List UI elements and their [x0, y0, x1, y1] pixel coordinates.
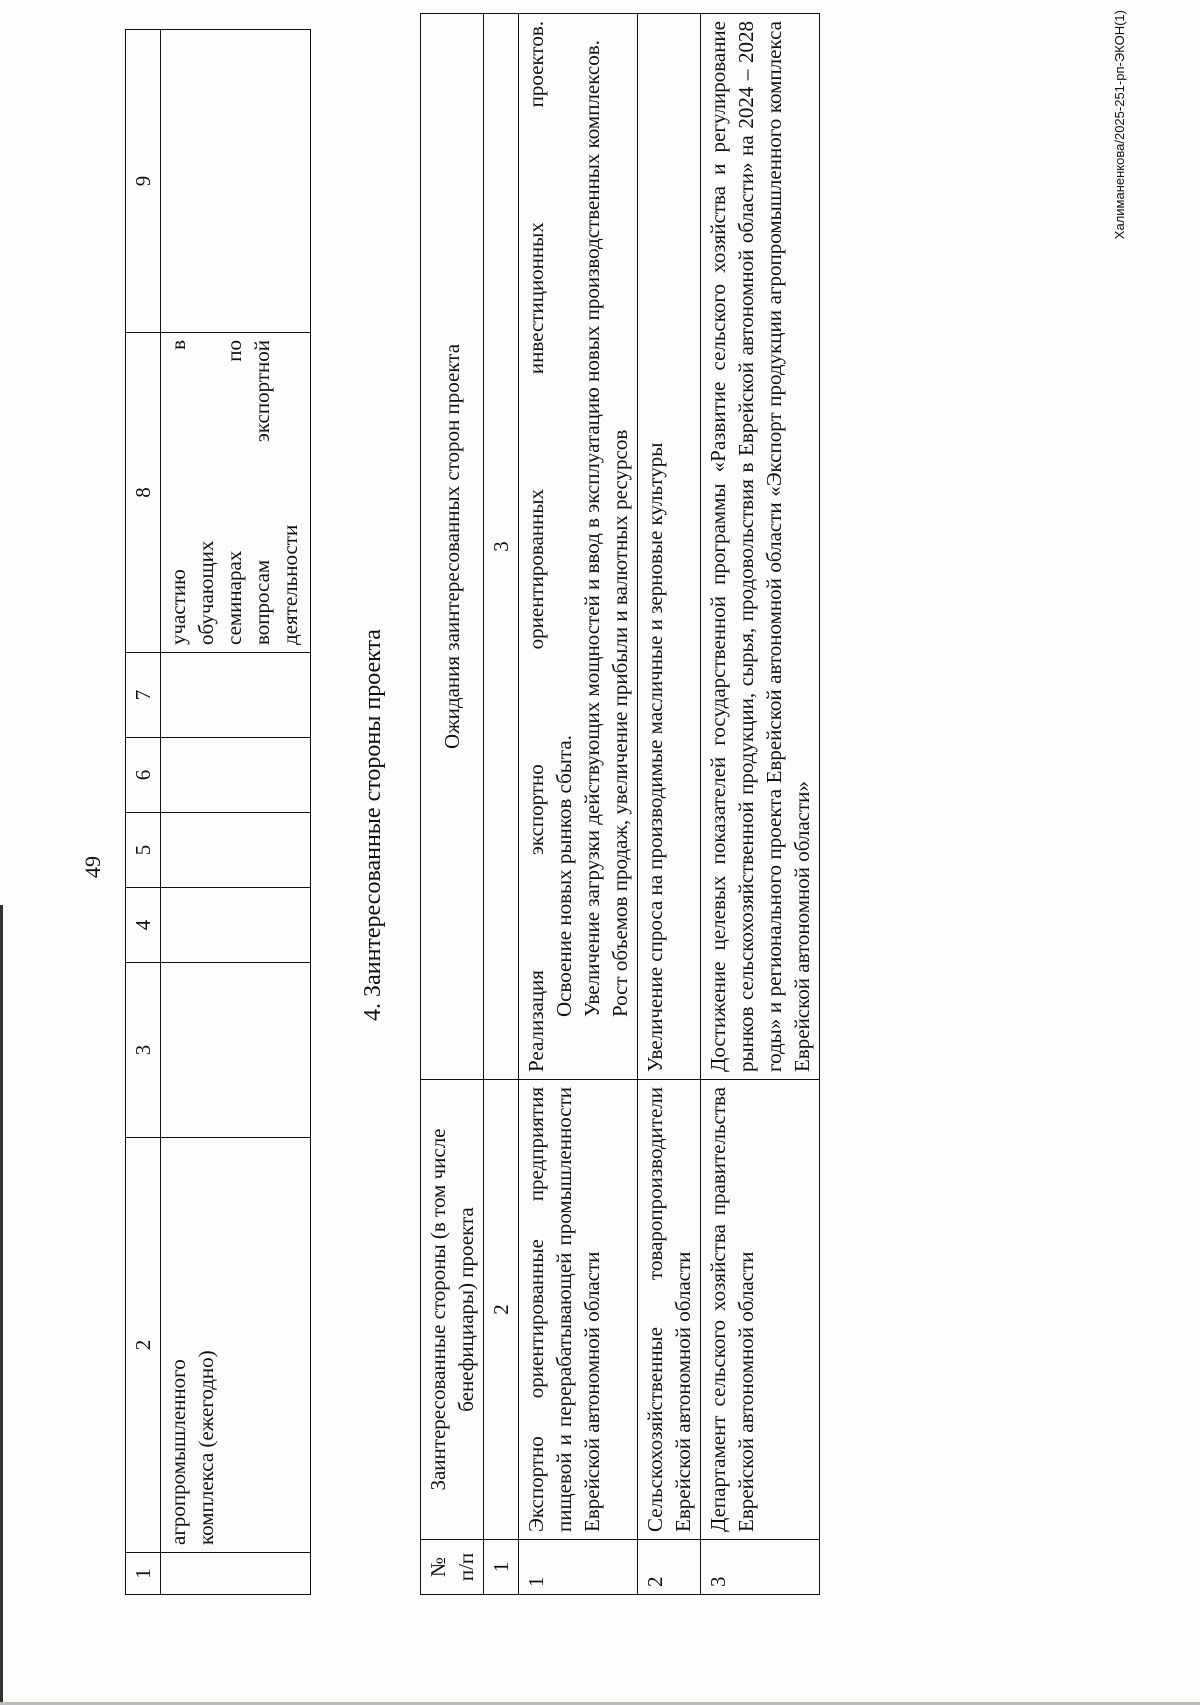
expectation-item: Освоение новых рынков сбыта. — [552, 735, 576, 1017]
stakeholder-cell: Департамент сельского хозяйства правительства Еврейской автономной области — [701, 1080, 820, 1540]
col-number-1: 1 — [126, 1553, 161, 1595]
table-cell — [161, 653, 311, 738]
table-row — [519, 14, 638, 1595]
row-number: 1 — [519, 1540, 638, 1595]
col-number-5: 5 — [126, 813, 161, 888]
expectation-item: Достижение целевых показателей государственной программы «Развитие сельского хозяйства и регулирование рынков сельскохозяйственной продукции, сырья, продовольствия в Еврейской автономной области» на 2024 – 2028 годы» и регионального проекта Еврейской автономной области «Экспорт продукции агропромышленного комплекса Еврейской автономной области» — [706, 21, 814, 1072]
expectations-cell — [638, 14, 701, 1080]
document-code-footer: Халиманенкова/2025-251-рп-ЭКОН(1) — [1112, 10, 1127, 240]
cell-text-line: обучающих — [194, 540, 218, 645]
table-cell — [161, 963, 311, 1138]
cell-text-line: комплекса (ежегодно) — [194, 1350, 218, 1545]
table-row — [638, 14, 701, 1595]
cell-text-line: вопросам экспортной — [250, 340, 274, 645]
col-number-9: 9 — [126, 30, 161, 333]
table-cell — [161, 333, 311, 653]
col-number-2: 2 — [484, 1080, 519, 1540]
col-number-3: 3 — [126, 963, 161, 1138]
cell-text-line: деятельности — [278, 524, 302, 645]
expectation-item: Увеличение спроса на производимые масличные и зерновые культуры — [643, 442, 667, 1072]
header-stakeholders: Заинтересованные стороны (в том числе бенефициары) проекта — [421, 1080, 484, 1540]
stakeholder-cell: Экспортно ориентированные предприятия пищевой и перерабатывающей промышленности Еврейской автономной области — [519, 1080, 638, 1540]
col-number-2: 2 — [126, 1138, 161, 1553]
page-number: 49 — [80, 856, 105, 878]
row-number: 3 — [701, 1540, 820, 1595]
col-number-6: 6 — [126, 738, 161, 813]
col-number-1: 1 — [484, 1540, 519, 1595]
col-number-4: 4 — [126, 888, 161, 963]
cell-text-line: семинарах по — [222, 340, 246, 645]
header-number: № п/п — [421, 1540, 484, 1595]
table-cell — [161, 888, 311, 963]
stakeholders-table — [420, 13, 820, 1595]
table-cell — [161, 1138, 311, 1553]
header-expectations: Ожидания заинтересованных сторон проекта — [421, 14, 484, 1080]
continuation-table — [125, 29, 311, 1595]
table-header-row — [126, 30, 161, 1595]
expectation-item: Увеличение загрузки действующих мощностей и ввод в эксплуатацию новых производственных комплексов. — [580, 40, 604, 1017]
expectation-item: Реализация экспортно ориентированных инвестиционных проектов. — [524, 21, 548, 1072]
stakeholder-cell: Сельскохозяйственные товаропроизводители Еврейской автономной области — [638, 1080, 701, 1540]
column-number-row — [484, 14, 519, 1595]
col-number-8: 8 — [126, 333, 161, 653]
table-cell — [161, 813, 311, 888]
table-row — [701, 14, 820, 1595]
expectations-cell — [519, 14, 638, 1080]
cell-text-line: агропромышленного — [166, 1359, 190, 1545]
expectation-item: Рост объемов продаж, увеличение прибыли и валютных ресурсов — [608, 429, 632, 1017]
table-cell — [161, 1553, 311, 1595]
row-number: 2 — [638, 1540, 701, 1595]
section-heading: 4. Заинтересованные стороны проекта — [360, 629, 386, 1021]
expectations-cell — [701, 14, 820, 1080]
table-header-row — [421, 14, 484, 1595]
table-cell — [161, 738, 311, 813]
col-number-7: 7 — [126, 653, 161, 738]
cell-text-line: участию в — [166, 340, 190, 645]
col-number-3: 3 — [484, 14, 519, 1080]
table-cell — [161, 30, 311, 333]
table-row — [161, 30, 311, 1595]
